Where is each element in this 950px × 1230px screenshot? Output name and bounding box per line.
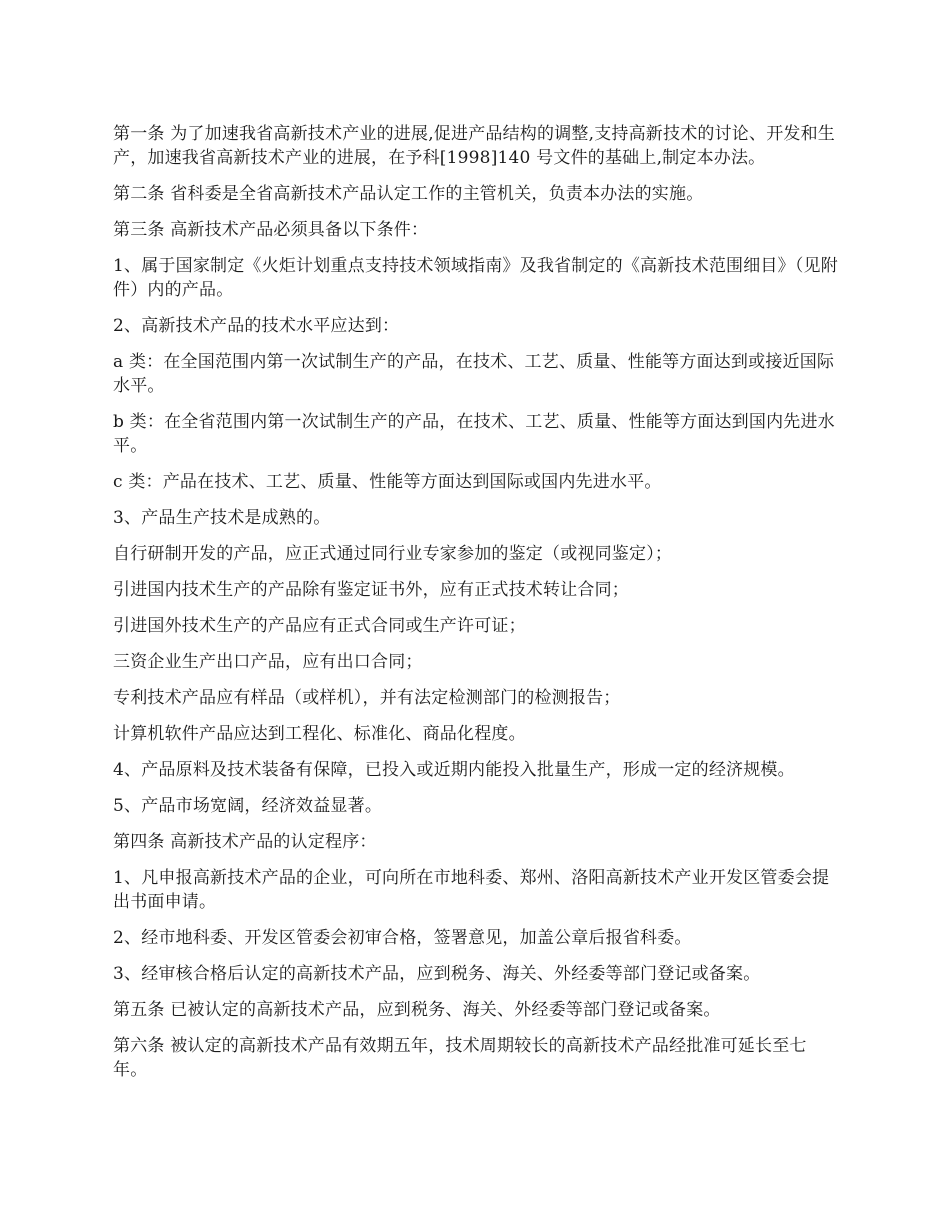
paragraph-class-a: a 类：在全国范围内第一次试制生产的产品，在技术、工艺、质量、性能等方面达到或接近国际水平。 [113,352,835,396]
paragraph-article-2: 第二条 省科委是全省高新技术产品认定工作的主管机关，负责本办法的实施。 [113,184,704,204]
paragraph-joint-venture: 三资企业生产出口产品，应有出口合同； [113,652,423,672]
document-body [113,122,838,1094]
paragraph-article-5: 第五条 已被认定的高新技术产品，应到税务、海关、外经委等部门登记或备案。 [113,1000,721,1020]
paragraph-self-developed: 自行研制开发的产品，应正式通过同行业专家参加的鉴定（或视同鉴定）； [113,544,673,564]
paragraph-condition-3: 3、产品生产技术是成熟的。 [113,508,331,528]
paragraph-article-4: 第四条 高新技术产品的认定程序： [113,832,377,852]
paragraph-class-b: b 类：在全省范围内第一次试制生产的产品，在技术、工艺、质量、性能等方面达到国内先进水平。 [113,412,835,456]
paragraph-domestic-tech: 引进国内技术生产的产品除有鉴定证书外，应有正式技术转让合同； [113,580,629,600]
paragraph-class-c: c 类：产品在技术、工艺、质量、性能等方面达到国际或国内先进水平。 [113,472,662,492]
paragraph-condition-4: 4、产品原料及技术装备有保障，已投入或近期内能投入批量生产，形成一定的经济规模。 [113,760,795,780]
paragraph-procedure-3: 3、经审核合格后认定的高新技术产品，应到税务、海关、外经委等部门登记或备案。 [113,964,761,984]
paragraph-procedure-2: 2、经市地科委、开发区管委会初审合格，签署意见，加盖公章后报省科委。 [113,928,692,948]
paragraph-patent: 专利技术产品应有样品（或样机），并有法定检测部门的检测报告； [113,688,621,708]
paragraph-condition-5: 5、产品市场宽阔，经济效益显著。 [113,796,383,816]
paragraph-procedure-1: 1、凡申报高新技术产品的企业，可向所在市地科委、郑州、洛阳高新技术产业开发区管委会提出书面申请。 [113,868,830,912]
paragraph-condition-1: 1、属于国家制定《火炬计划重点支持技术领域指南》及我省制定的《高新技术范围细目》（见附件）内的产品。 [113,256,838,300]
paragraph-article-3: 第三条 高新技术产品必须具备以下条件： [113,220,429,240]
paragraph-condition-2: 2、高新技术产品的技术水平应达到： [113,316,400,336]
paragraph-software: 计算机软件产品应达到工程化、标准化、商品化程度。 [113,724,526,744]
paragraph-foreign-tech: 引进国外技术生产的产品应有正式合同或生产许可证； [113,616,526,636]
paragraph-article-6: 第六条 被认定的高新技术产品有效期五年，技术周期较长的高新技术产品经批准可延长至七年。 [113,1036,807,1080]
paragraph-article-1: 第一条 为了加速我省高新技术产业的进展,促进产品结构的调整,支持高新技术的讨论、开发和生产，加速我省高新技术产业的进展，在予科[1998]140 号文件的基础上,制定本办法。 [113,124,836,168]
